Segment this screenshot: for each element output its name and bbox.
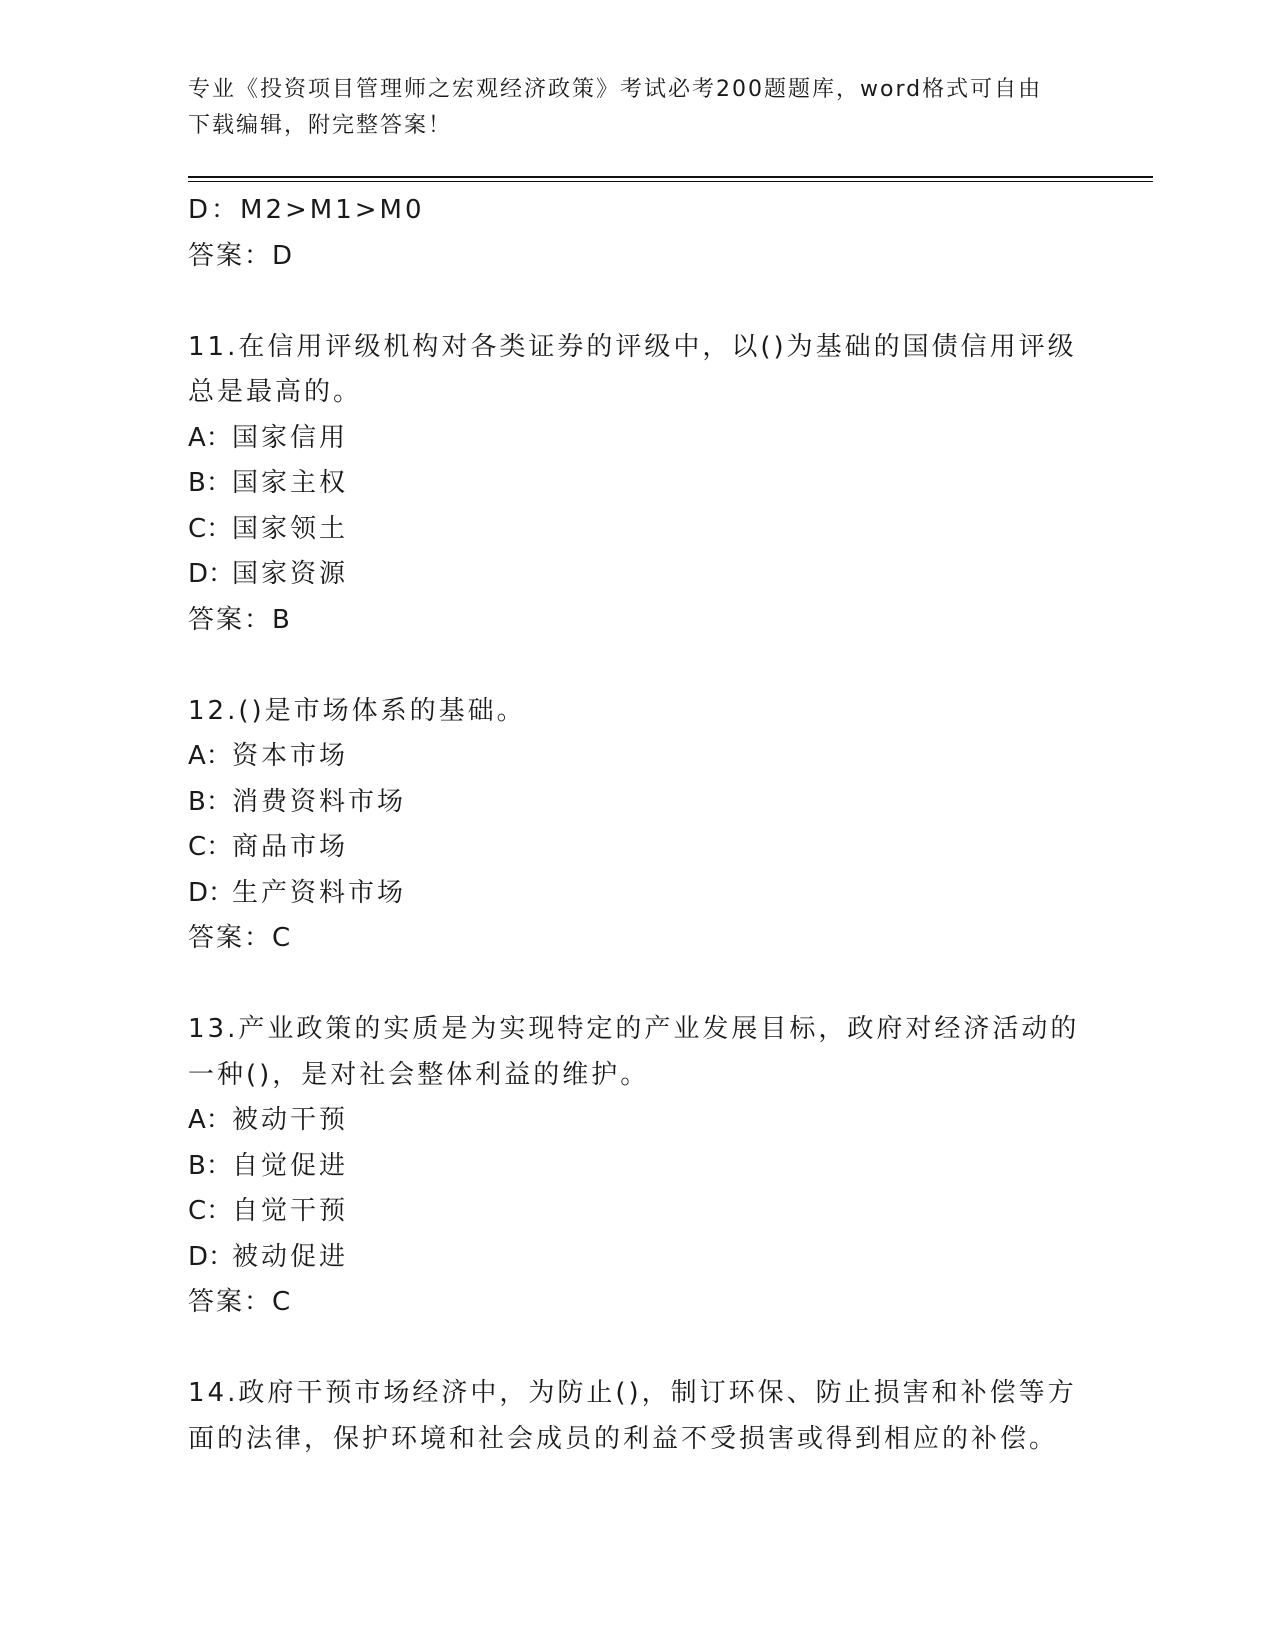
option-text: 消费资料市场 — [232, 786, 407, 817]
option-b — [188, 1144, 1088, 1190]
option-d — [188, 552, 1088, 598]
spacer — [188, 1326, 1088, 1372]
header-divider-thin — [188, 181, 1153, 182]
option-letter: B： — [188, 786, 232, 817]
option-d-previous: D：M2>M1>M0 — [188, 195, 425, 225]
question-13 — [188, 1007, 1088, 1326]
option-letter: C： — [188, 832, 233, 862]
option-letter: D： — [188, 877, 235, 908]
option-letter: B： — [188, 468, 232, 498]
header-line-1: 专业《投资项目管理师之宏观经济政策》考试必考200题题库，word格式可自由 — [188, 77, 1043, 102]
question-stem-line: 面的法律，保护环境和社会成员的利益不受损害或得到相应的补偿。 — [188, 1423, 1059, 1454]
option-c — [188, 825, 1088, 871]
option-text: 被动促进 — [232, 1241, 349, 1272]
question-stem-line: 总是最高的。 — [188, 377, 363, 407]
question-stem-line: 一种()，是对社会整体利益的维护。 — [188, 1059, 650, 1090]
option-a — [188, 734, 1088, 780]
spacer — [188, 279, 1088, 325]
option-text: 国家资源 — [232, 559, 349, 589]
option-text: 国家主权 — [232, 468, 349, 498]
option-text: 国家领土 — [232, 513, 349, 544]
option-text: 商品市场 — [232, 832, 349, 862]
option-letter: D： — [188, 559, 235, 589]
question-14 — [188, 1371, 1088, 1462]
question-stem-line: 14.政府干预市场经济中，为防止()，制订环保、防止损害和补偿等方 — [188, 1378, 1077, 1408]
option-c — [188, 1189, 1088, 1235]
option-text: 国家信用 — [232, 422, 349, 453]
document-header — [188, 72, 1068, 144]
question-stem-line: 12.()是市场体系的基础。 — [188, 695, 526, 726]
option-letter: D： — [188, 1241, 235, 1272]
option-letter: B： — [188, 1150, 232, 1181]
answer: 答案：C — [188, 1287, 293, 1317]
option-letter: C： — [188, 1196, 233, 1226]
answer: 答案：B — [188, 604, 292, 635]
option-a — [188, 1098, 1088, 1144]
answer-previous: 答案：D — [188, 240, 295, 271]
question-stem-line: 13.产业政策的实质是为实现特定的产业发展目标，政府对经济活动的 — [188, 1014, 1080, 1044]
option-c — [188, 507, 1088, 553]
option-text: 被动干预 — [232, 1105, 349, 1135]
spacer — [188, 962, 1088, 1008]
option-letter: A： — [188, 741, 232, 771]
option-a — [188, 416, 1088, 462]
option-b — [188, 461, 1088, 507]
option-text: 生产资料市场 — [232, 877, 407, 908]
option-text: 自觉促进 — [232, 1150, 349, 1181]
question-11 — [188, 325, 1088, 644]
option-text: 资本市场 — [232, 741, 349, 771]
header-line-2: 下载编辑，附完整答案！ — [188, 113, 453, 138]
option-b — [188, 780, 1088, 826]
option-letter: A： — [188, 422, 232, 453]
header-divider-thick — [188, 176, 1153, 178]
option-letter: A： — [188, 1105, 232, 1135]
answer: 答案：C — [188, 923, 293, 953]
spacer — [188, 643, 1088, 689]
option-text: 自觉干预 — [232, 1196, 349, 1226]
question-list — [188, 188, 1088, 1462]
option-d — [188, 871, 1088, 917]
option-letter: C： — [188, 513, 233, 544]
option-d — [188, 1235, 1088, 1281]
question-12 — [188, 689, 1088, 962]
question-stem-line: 11.在信用评级机构对各类证券的评级中，以()为基础的国债信用评级 — [188, 331, 1077, 362]
